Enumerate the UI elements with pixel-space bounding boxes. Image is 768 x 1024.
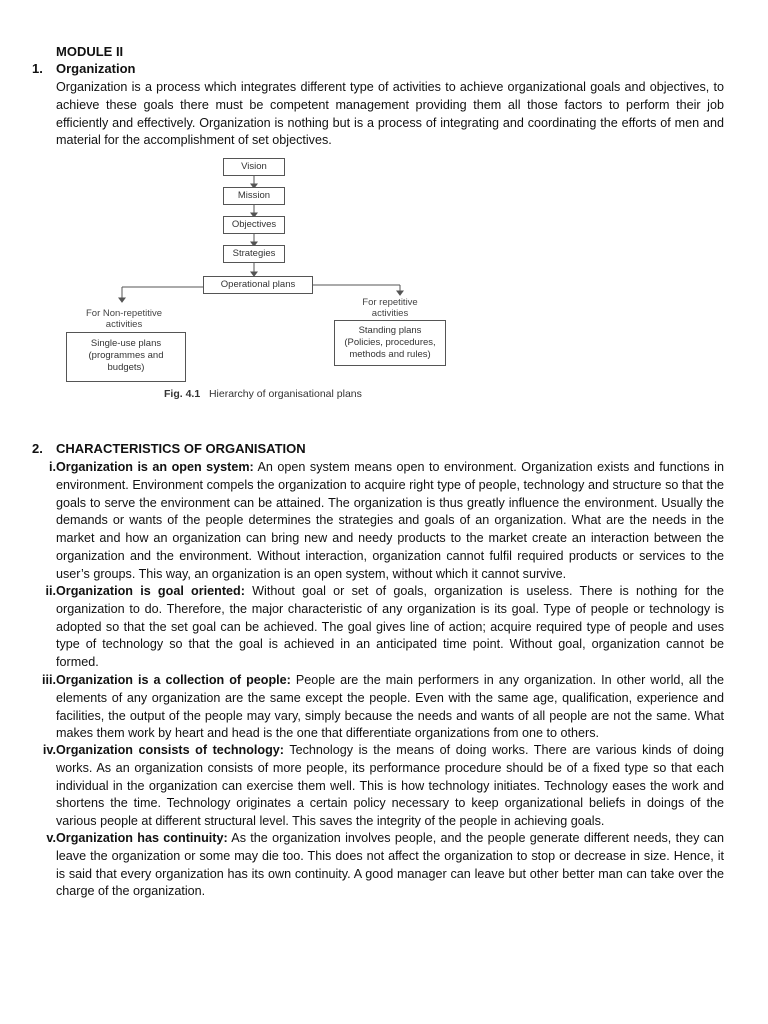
figure-caption-text: Hierarchy of organisational plans [208, 388, 362, 400]
item-3-title: Organization is a collection of people: [56, 673, 291, 687]
section-1-title: Organization [56, 61, 136, 76]
item-5-title: Organization has continuity: [56, 831, 228, 845]
mission-box: Mission [223, 187, 285, 205]
item-5-numeral: v. [46, 831, 56, 845]
item-4-text: Technology is the means of doing works. There are various kinds of doing works. As an organization consists of more people, its performance procedure should be of a fixed type so that each individual in the organization can exercise them well. This is how technology initiates. Technology eases the work and shortens the time. Technology originates a certain policy necessary to keep organizational beliefs in doings of the various people at different structural level. This saves the integrity of the people in achieving goals. [56, 743, 724, 829]
section-1-paragraph: Organization is a process which integrates different type of activities to achieve organizational goals and objectives, to achieve these goals there must be competent management providing them all those factors to perform their job efficiently and effectively. Organization is nothing but is a process of integrating and coordinating the efforts of men and material for the accomplishment of set objectives. [56, 80, 724, 148]
module-title: MODULE II [56, 44, 124, 59]
operational-plans-box: Operational plans [203, 276, 313, 294]
single-use-plans-box: Single-use plans (programmes and budgets) [66, 332, 186, 382]
hierarchy-diagram [60, 148, 480, 413]
characteristic-item-4 [42, 742, 724, 831]
section-1-heading [32, 61, 135, 76]
item-4-title: Organization consists of technology: [56, 743, 284, 757]
item-1-numeral: i. [49, 460, 56, 474]
item-1-title: Organization is an open system: [56, 460, 254, 474]
figure-caption [164, 388, 362, 400]
non-repetitive-label: For Non-repetitive activities [85, 308, 163, 330]
item-2-text: Without goal or set of goals, organization is useless. There is nothing for the organization to do. Therefore, the major characteristic of any organization is its goal. Type of people or technology is adopted so that the set goal can be achieved. The goal gives line of action; acquire required type of people and uses type of technology so that the goal is achieved in an anticipated time point. Without goal, organization cannot be formed. [56, 584, 724, 670]
section-2-heading [32, 441, 306, 456]
repetitive-label: For repetitive activities [362, 297, 418, 319]
characteristic-item-2 [45, 583, 724, 672]
item-3-numeral: iii. [42, 673, 56, 687]
strategies-box: Strategies [223, 245, 285, 263]
section-1-number: 1. [32, 61, 43, 76]
characteristic-item-5 [46, 830, 724, 901]
item-2-title: Organization is goal oriented: [56, 584, 245, 598]
vision-box: Vision [223, 158, 285, 176]
characteristic-item-1 [49, 459, 724, 584]
item-5-text: As the organization involves people, and the people generate different needs, they can leave the organization or some may die too. This does not affect the organization to stop or decrease in size. Hence, it is said that every organization has its own continuity. A good manager can leave but other better man can take over the charge of the organization. [56, 831, 724, 899]
standing-plans-box: Standing plans (Policies, procedures, methods and rules) [334, 320, 446, 366]
objectives-box: Objectives [223, 216, 285, 234]
section-2-number: 2. [32, 441, 43, 456]
item-2-numeral: ii. [45, 584, 56, 598]
section-2-title: CHARACTERISTICS OF ORGANISATION [56, 441, 306, 456]
characteristic-item-3 [42, 672, 724, 743]
figure-caption-number: Fig. 4.1 [164, 388, 201, 400]
item-4-numeral: iv. [42, 743, 56, 757]
item-1-text: An open system means open to environment. Organization exists and functions in environment. Environment compels the organization to acquire right type of people, technology and structure so that the goals to serve the environment can be attained. The organization is thus greatly influence the environment. Usually the demands or wants of the people determines the strategies and goals of an organization. What are the needs in the market and how an organization can bring new and needy products to the market create an interaction between the organization and the environment. Without interaction, organization cannot fulfil required products or services to the user’s groups. This way, an organization is an open system, without which it cannot survive. [56, 460, 724, 581]
item-3-text: People are the main performers in any organization. In other world, all the elements of any organization are the same except the people. Even with the same age, qualification, experience and facilities, the output of the people may vary, simply because the needs and wants of all people are not the same. What makes them work by heart and head is the one that differentiate organizations from one to others. [56, 673, 724, 741]
